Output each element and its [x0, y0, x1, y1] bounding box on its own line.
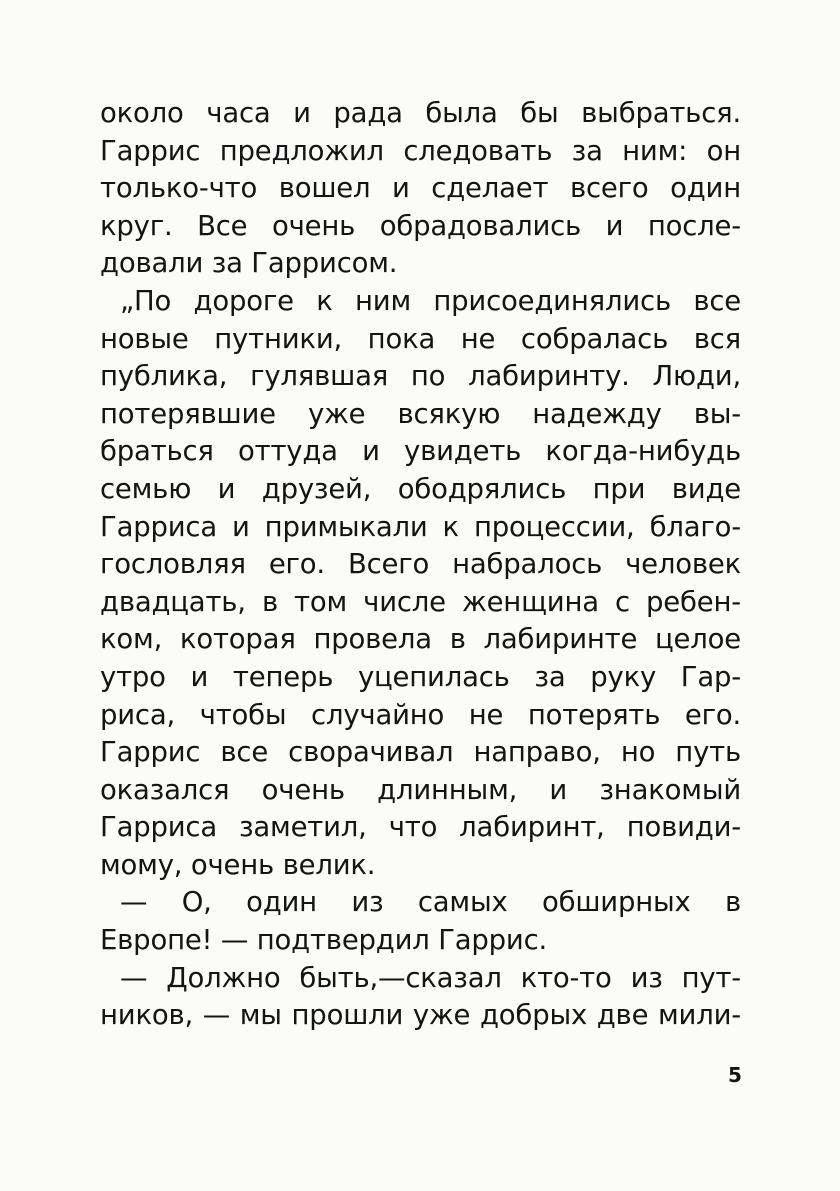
text-line-14: двадцать, в том числе женщина с ребен- [100, 585, 741, 618]
text-line-6: „По дороге к ним присоединялись все [120, 284, 741, 317]
text-line-22: — О, один из самых обширных в [120, 886, 741, 919]
text-line-1: около часа и рада была бы выбраться. [100, 97, 741, 129]
text-line-23: Европе! — подтвердил Гаррис. [100, 924, 548, 957]
text-line-9: потерявшие уже всякую надежду вы- [100, 397, 741, 430]
text-line-2: Гаррис предложил следовать за ним: он [100, 134, 741, 167]
text-line-24: — Должно быть,—сказал кто-то из пут- [120, 961, 741, 994]
page-number: 5 [728, 1063, 742, 1087]
text-line-21: мому, очень велик. [100, 848, 376, 881]
text-line-25: ников, — мы прошли уже добрых две мили- [100, 999, 741, 1032]
text-line-16: утро и теперь уцепилась за руку Гар- [100, 660, 741, 693]
text-line-13: гословляя его. Всего набралось человек [100, 548, 741, 581]
text-line-11: семью и друзей, ободрялись при виде [100, 472, 741, 505]
text-line-10: браться оттуда и увидеть когда-нибудь [100, 435, 741, 468]
text-line-18: Гаррис все сворачивал направо, но путь [100, 736, 741, 769]
text-line-3: только-что вошел и сделает всего один [100, 172, 741, 205]
text-line-19: оказался очень длинным, и знакомый [100, 773, 741, 806]
text-line-4: круг. Все очень обрадовались и после- [100, 209, 741, 242]
text-line-15: ком, которая провела в лабиринте целое [100, 623, 741, 656]
text-line-20: Гарриса заметил, что лабиринт, повиди- [100, 811, 741, 844]
text-line-12: Гарриса и примыкали к процессии, благо- [100, 510, 741, 543]
text-line-5: довали за Гаррисом. [100, 247, 398, 280]
text-line-17: риса, чтобы случайно не потерять его. [100, 698, 741, 731]
text-line-7: новые путники, пока не собралась вся [100, 322, 741, 355]
body-text [100, 95, 741, 1035]
text-line-8: публика, гулявшая по лабиринту. Люди, [100, 360, 741, 393]
